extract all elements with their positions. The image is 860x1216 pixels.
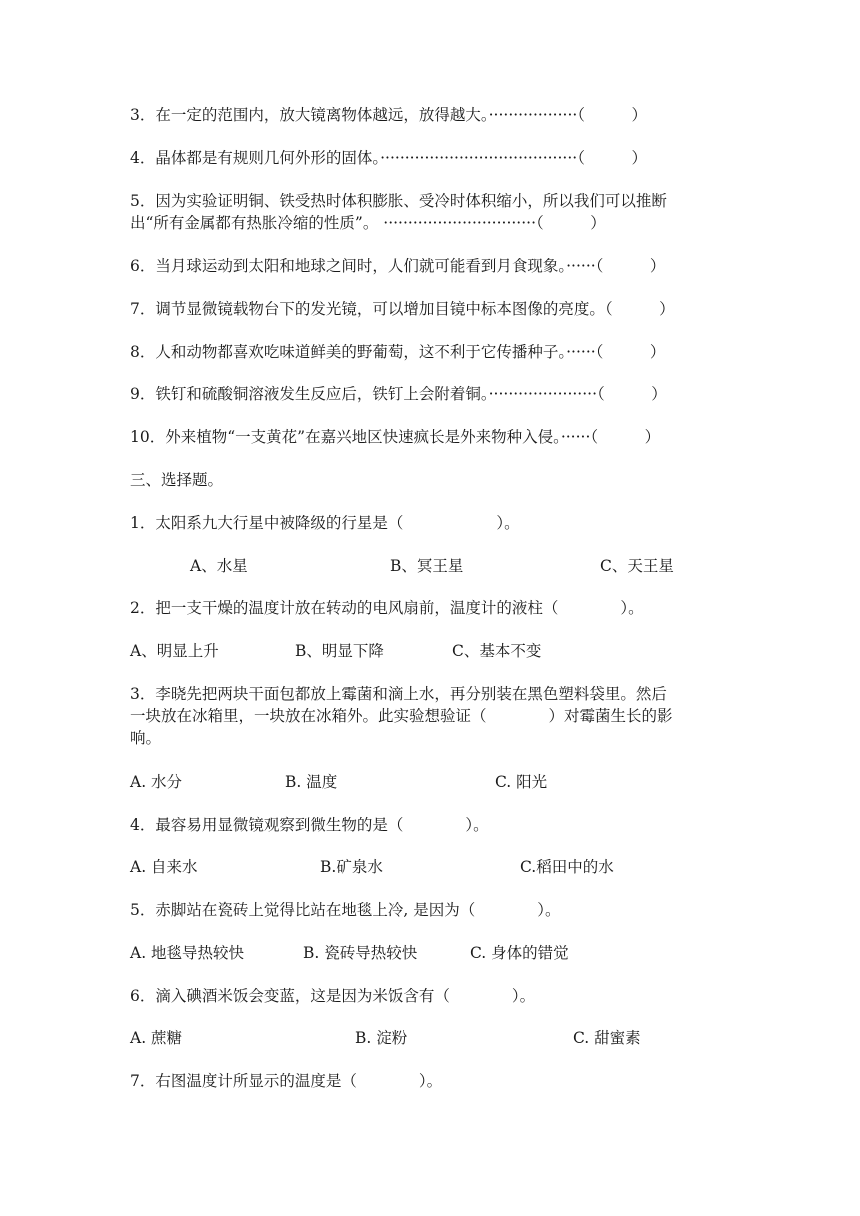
judge-question-9: 9．铁钉和硫酸铜溶液发生反应后，铁钉上会附着铜。······················（ ） bbox=[130, 385, 667, 403]
judge-question-4: 4．晶体都是有规则几何外形的固体。········································（ ） bbox=[130, 149, 647, 167]
choice-question-5: 5．赤脚站在瓷砖上觉得比站在地毯上冷, 是因为（ ）。 bbox=[130, 901, 561, 919]
choice-question-3-line-2: 一块放在冰箱里，一块放在冰箱外。此实验想验证（ ）对霉菌生长的影 bbox=[130, 707, 673, 725]
choice-3-option-a: A. 水分 bbox=[130, 773, 183, 791]
judge-question-5-line-1: 5．因为实验证明铜、铁受热时体积膨胀、受冷时体积缩小，所以我们可以推断 bbox=[130, 192, 667, 210]
choice-4-option-b: B.矿泉水 bbox=[320, 858, 383, 876]
choice-question-6: 6．滴入碘酒米饭会变蓝，这是因为米饭含有（ ）。 bbox=[130, 987, 536, 1005]
choice-question-7: 7．右图温度计所显示的温度是（ ）。 bbox=[130, 1072, 443, 1090]
choice-2-option-c: C、基本不变 bbox=[452, 642, 542, 660]
choice-3-option-b: B. 温度 bbox=[285, 773, 338, 791]
judge-question-10: 10．外来植物“一支黄花”在嘉兴地区快速疯长是外来物种入侵。······（ ） bbox=[130, 428, 661, 446]
judge-question-5-line-2: 出“所有金属都有热胀冷缩的性质”。 ·······························（ ） bbox=[130, 214, 606, 232]
choice-6-option-a: A. 蔗糖 bbox=[130, 1029, 183, 1047]
choice-5-option-a: A. 地毯导热较快 bbox=[130, 944, 245, 962]
choice-1-option-a: A、水星 bbox=[190, 557, 248, 575]
choice-6-option-c: C. 甜蜜素 bbox=[573, 1029, 641, 1047]
choice-2-option-b: B、明显下降 bbox=[295, 642, 384, 660]
choice-question-4: 4．最容易用显微镜观察到微生物的是（ ）。 bbox=[130, 816, 489, 834]
choice-4-option-c: C.稻田中的水 bbox=[520, 858, 614, 876]
choice-question-3-line-1: 3．李晓先把两块干面包都放上霉菌和滴上水，再分别装在黑色塑料袋里。然后 bbox=[130, 685, 667, 703]
choice-1-option-b: B、冥王星 bbox=[390, 557, 464, 575]
choice-question-1: 1．太阳系九大行星中被降级的行星是（ ）。 bbox=[130, 514, 520, 532]
choice-5-option-b: B. 瓷砖导热较快 bbox=[303, 944, 418, 962]
judge-question-7: 7．调节显微镜载物台下的发光镜，可以增加目镜中标本图像的亮度。（ ） bbox=[130, 300, 675, 318]
choice-3-option-c: C. 阳光 bbox=[495, 773, 548, 791]
judge-question-3: 3．在一定的范围内，放大镜离物体越远，放得越大。··················（ ） bbox=[130, 106, 648, 124]
choice-2-option-a: A、明显上升 bbox=[130, 642, 219, 660]
choice-1-option-c: C、天王星 bbox=[600, 557, 674, 575]
judge-question-8: 8．人和动物都喜欢吃味道鲜美的野葡萄，这不利于它传播种子。······（ ） bbox=[130, 343, 666, 361]
section-title-choice: 三、选择题。 bbox=[130, 471, 224, 489]
choice-5-option-c: C. 身体的错觉 bbox=[470, 944, 569, 962]
judge-question-6: 6．当月球运动到太阳和地球之间时，人们就可能看到月食现象。······（ ） bbox=[130, 257, 666, 275]
choice-question-3-line-3: 响。 bbox=[130, 729, 162, 747]
choice-question-2: 2．把一支干燥的温度计放在转动的电风扇前，温度计的液柱（ ）。 bbox=[130, 599, 644, 617]
choice-6-option-b: B. 淀粉 bbox=[355, 1029, 408, 1047]
choice-4-option-a: A. 自来水 bbox=[130, 858, 198, 876]
